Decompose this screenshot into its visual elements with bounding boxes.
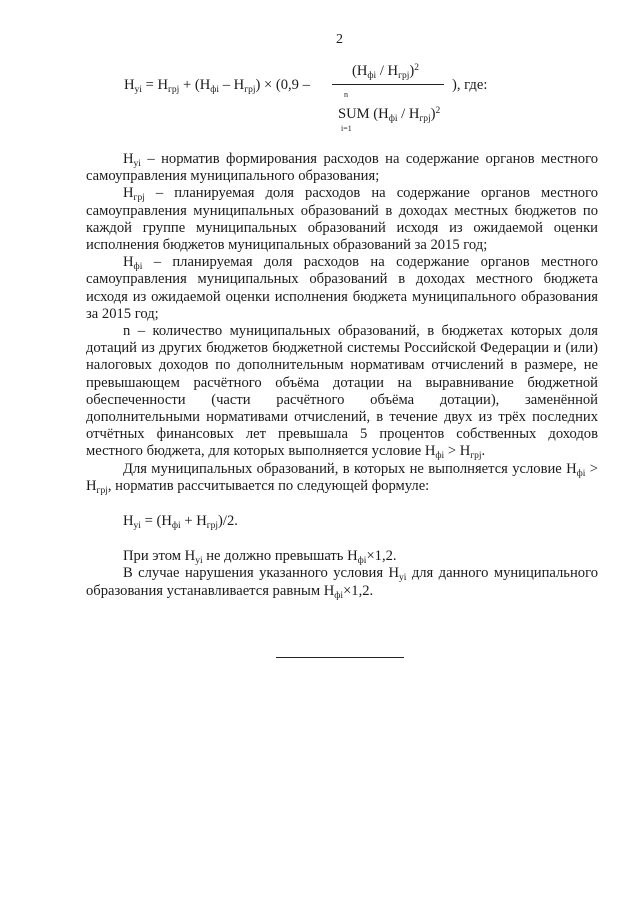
definition-ngrj: $Н_{грj}$ – планируемая доля расходов на содержание органов местного самоуправления муниципальных образований в доходах местных бюджетов по каждой группе муниципальных образований исходя из ожидаемой оценки исполнения бюджетов муниципальных образований за 2015 год; bbox=[86, 185, 598, 254]
condition-paragraph: Для муниципальных образований, в которых не выполняется условие $Н_{фi} > Н_{грj}$, норматив рассчитывается по следующей формуле: bbox=[86, 460, 598, 496]
definition-nfi: $Н_{фi}$ – планируемая доля расходов на содержание органов местного самоуправления муниципальных образований в доходах местного бюджета исходя из ожидаемой оценки исполнения бюджета муниципального образования за 2015 год; bbox=[86, 254, 598, 322]
definition-nui: $Н_{уi}$ – норматив формирования расходов на содержание органов местного самоуправления муниципального образования; bbox=[86, 151, 598, 185]
formula-secondary: $Н_{уi} = (Н_{фi} + Н_{грj})/2$. bbox=[123, 513, 238, 532]
limit-paragraph: При этом $Н_{уi}$ не должно превышать $Н_{фi}\times 1,2$. bbox=[123, 548, 397, 567]
end-of-document-rule bbox=[276, 657, 404, 658]
definition-n: n – количество муниципальных образований, в бюджетах которых доля дотаций из других бюджетов бюджетной системы Российской Федерации и (или) налоговых доходов по дополнительным нормативам отчислений в размере, не превышающем расчётного объёма дотации на выравнивание бюджетной обеспеченности (части расчётного объёма дотации), заменённой дополнительными нормативами отчислений, в течение двух из трёх последних отчётных финансовых лет превышала 5 процентов собственных доходов местного бюджета, для которых выполняется условие $Н_{фi} > Н_{грj}$. bbox=[86, 323, 598, 462]
formula-numerator: $(Н_{фi} / Н_{грj})^2$ bbox=[352, 63, 420, 81]
formula-main-line: $Н_{уi} = Н_{грj} + (Н_{фi} - Н_{грj}) \times (0,9$ – bbox=[124, 77, 310, 95]
page-number: 2 bbox=[336, 32, 343, 47]
formula-denominator: SUM $(Н_{фi} / Н_{грj})^2$ bbox=[338, 106, 441, 124]
sum-lower-limit: i=1 bbox=[341, 124, 352, 133]
sum-upper-limit: n bbox=[344, 90, 348, 99]
violation-paragraph: В случае нарушения указанного условия $Н_{уi}$ для данного муниципального образования устанавливается равным $Н_{фi}\times 1,2$. bbox=[86, 565, 598, 601]
body-text bbox=[86, 151, 598, 600]
formula-closing: ), где: bbox=[452, 77, 488, 93]
fraction-bar bbox=[332, 84, 444, 85]
